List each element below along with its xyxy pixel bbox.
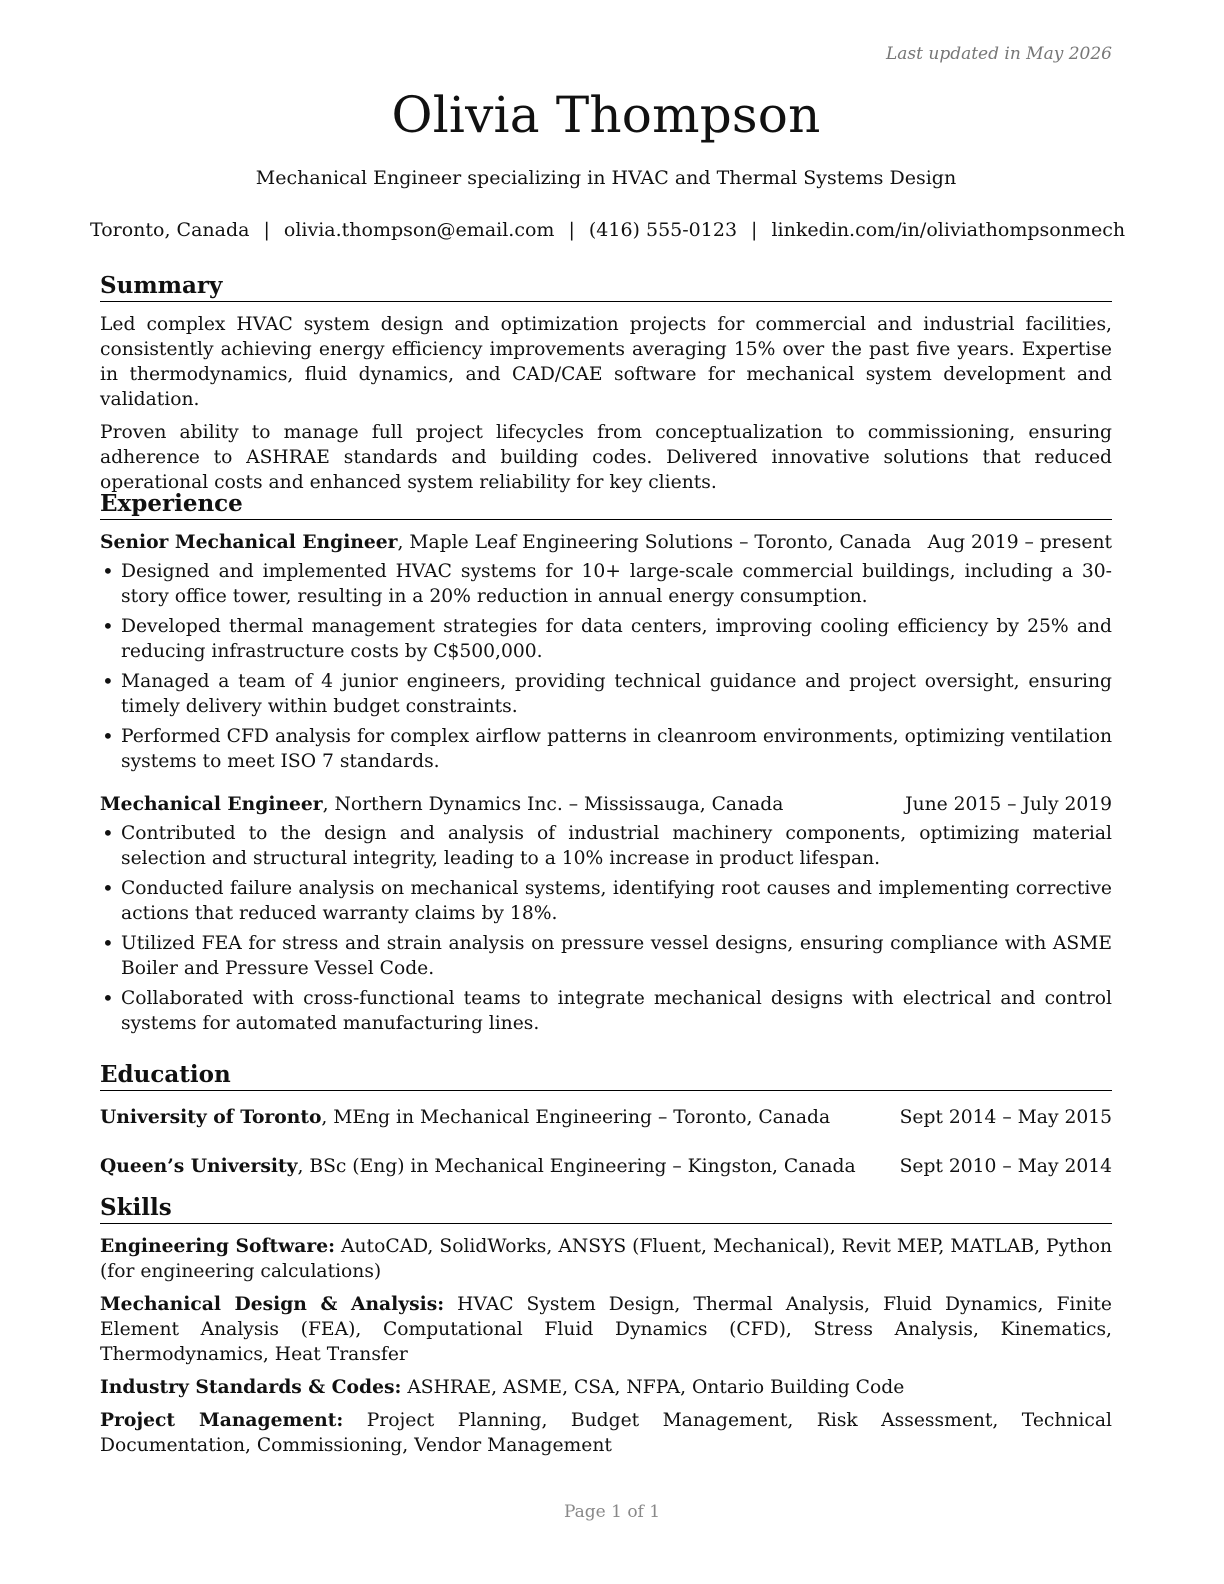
last-updated: Last updated in May 2026 (885, 44, 1112, 64)
contact-line (90, 219, 1126, 241)
education-entry (100, 1105, 1112, 1130)
bullet-item: • Managed a team of 4 junior engineers, providing technical guidance and project oversight, ensuring timely delivery within budget constraints. (100, 669, 1112, 719)
page-number: Page 1 of 1 (563, 1502, 661, 1522)
job-entry (100, 530, 1112, 774)
education-entry (100, 1154, 1112, 1179)
skill-text: ASHRAE, ASME, CSA, NFPA, Ontario Building Code (401, 1377, 905, 1398)
degree: , MEng in Mechanical Engineering – Toronto, Canada (321, 1107, 831, 1128)
contact-separator: | (263, 219, 270, 241)
skill-row (100, 1375, 1112, 1400)
job-dates: June 2015 – July 2019 (905, 794, 1112, 815)
job-dates: Aug 2019 – present (927, 532, 1112, 553)
skill-label: Project Management: (100, 1409, 344, 1431)
skill-label: Engineering Software: (100, 1235, 336, 1257)
skill-row (100, 1234, 1112, 1284)
section-title-education: Education (100, 1061, 1112, 1091)
contact-phone: (416) 555-0123 (588, 219, 738, 241)
contact-separator: | (751, 219, 758, 241)
bullet-item: • Utilized FEA for stress and strain analysis on pressure vessel designs, ensuring compliance with ASME Boiler and Pressure Vessel Code. (100, 931, 1112, 981)
education-dates: Sept 2014 – May 2015 (899, 1107, 1112, 1128)
tagline: Mechanical Engineer specializing in HVAC and Thermal Systems Design (255, 167, 957, 189)
experience-section (100, 490, 1112, 1041)
skill-label: Mechanical Design & Analysis: (100, 1293, 445, 1315)
school-name: University of Toronto (100, 1106, 322, 1128)
bullet-item: • Collaborated with cross-functional teams to integrate mechanical designs with electrical and control systems for automated manufacturing lines. (100, 986, 1112, 1036)
bullet-item: • Designed and implemented HVAC systems for 10+ large-scale commercial buildings, including a 30-story office tower, resulting in a 20% reduction in annual energy consumption. (100, 559, 1112, 609)
resume-page (90, 0, 1126, 1584)
section-title-experience: Experience (100, 490, 1112, 520)
job-company: , Northern Dynamics Inc. – Mississauga, Canada (322, 794, 784, 815)
job-bullets (100, 559, 1112, 774)
contact-email[interactable]: olivia.thompson@email.com (283, 219, 555, 241)
section-title-skills: Skills (100, 1194, 1112, 1224)
job-title: Mechanical Engineer (100, 793, 323, 815)
job-header (100, 792, 1112, 817)
education-dates: Sept 2010 – May 2014 (899, 1156, 1112, 1177)
section-title-summary: Summary (100, 272, 1112, 302)
skill-row (100, 1408, 1112, 1458)
skill-text: AutoCAD, SolidWorks, ANSYS (Fluent, Mechanical), Revit MEP, MATLAB, Python (for engineering calculations) (100, 1236, 1112, 1282)
contact-location: Toronto, Canada (90, 219, 250, 241)
skill-text: Project Planning, Budget Management, Risk Assessment, Technical Documentation, Commissioning, Vendor Management (100, 1410, 1112, 1456)
job-header (100, 530, 1112, 555)
job-title: Senior Mechanical Engineer (100, 531, 398, 553)
summary-paragraph: Led complex HVAC system design and optimization projects for commercial and industrial facilities, consistently achieving energy efficiency improvements averaging 15% over the past five years. Expertise in thermodynamics, fluid dynamics, and CAD/CAE software for mechanical system development and validation. (100, 314, 1112, 410)
contact-linkedin[interactable]: linkedin.com/in/oliviathompsonmech (771, 219, 1126, 241)
job-bullets (100, 821, 1112, 1036)
bullet-item: • Developed thermal management strategies for data centers, improving cooling efficiency by 25% and reducing infrastructure costs by C$500,000. (100, 614, 1112, 664)
school-name: Queen’s University (100, 1155, 298, 1177)
skill-row (100, 1292, 1112, 1367)
job-entry (100, 792, 1112, 1036)
skills-section (100, 1194, 1112, 1466)
contact-separator: | (568, 219, 575, 241)
bullet-item: • Conducted failure analysis on mechanical systems, identifying root causes and implementing corrective actions that reduced warranty claims by 18%. (100, 876, 1112, 926)
summary-paragraph: Proven ability to manage full project lifecycles from conceptualization to commissioning, ensuring adherence to ASHRAE standards and building codes. Delivered innovative solutions that reduced operational costs and enhanced system reliability for key clients. (100, 422, 1112, 493)
bullet-item: • Performed CFD analysis for complex airflow patterns in cleanroom environments, optimizing ventilation systems to meet ISO 7 standards. (100, 724, 1112, 774)
job-company: , Maple Leaf Engineering Solutions – Toronto, Canada (397, 532, 912, 553)
candidate-name: Olivia Thompson (391, 86, 821, 144)
degree: , BSc (Eng) in Mechanical Engineering – Kingston, Canada (297, 1156, 856, 1177)
skill-label: Industry Standards & Codes: (100, 1376, 402, 1398)
bullet-item: • Contributed to the design and analysis of industrial machinery components, optimizing material selection and structural integrity, leading to a 10% increase in product lifespan. (100, 821, 1112, 871)
summary-section (100, 272, 1112, 503)
education-section (100, 1061, 1112, 1179)
skill-text: HVAC System Design, Thermal Analysis, Fluid Dynamics, Finite Element Analysis (FEA), Computational Fluid Dynamics (CFD), Stress Analysis, Kinematics, Thermodynamics, Heat Transfer (100, 1294, 1112, 1365)
